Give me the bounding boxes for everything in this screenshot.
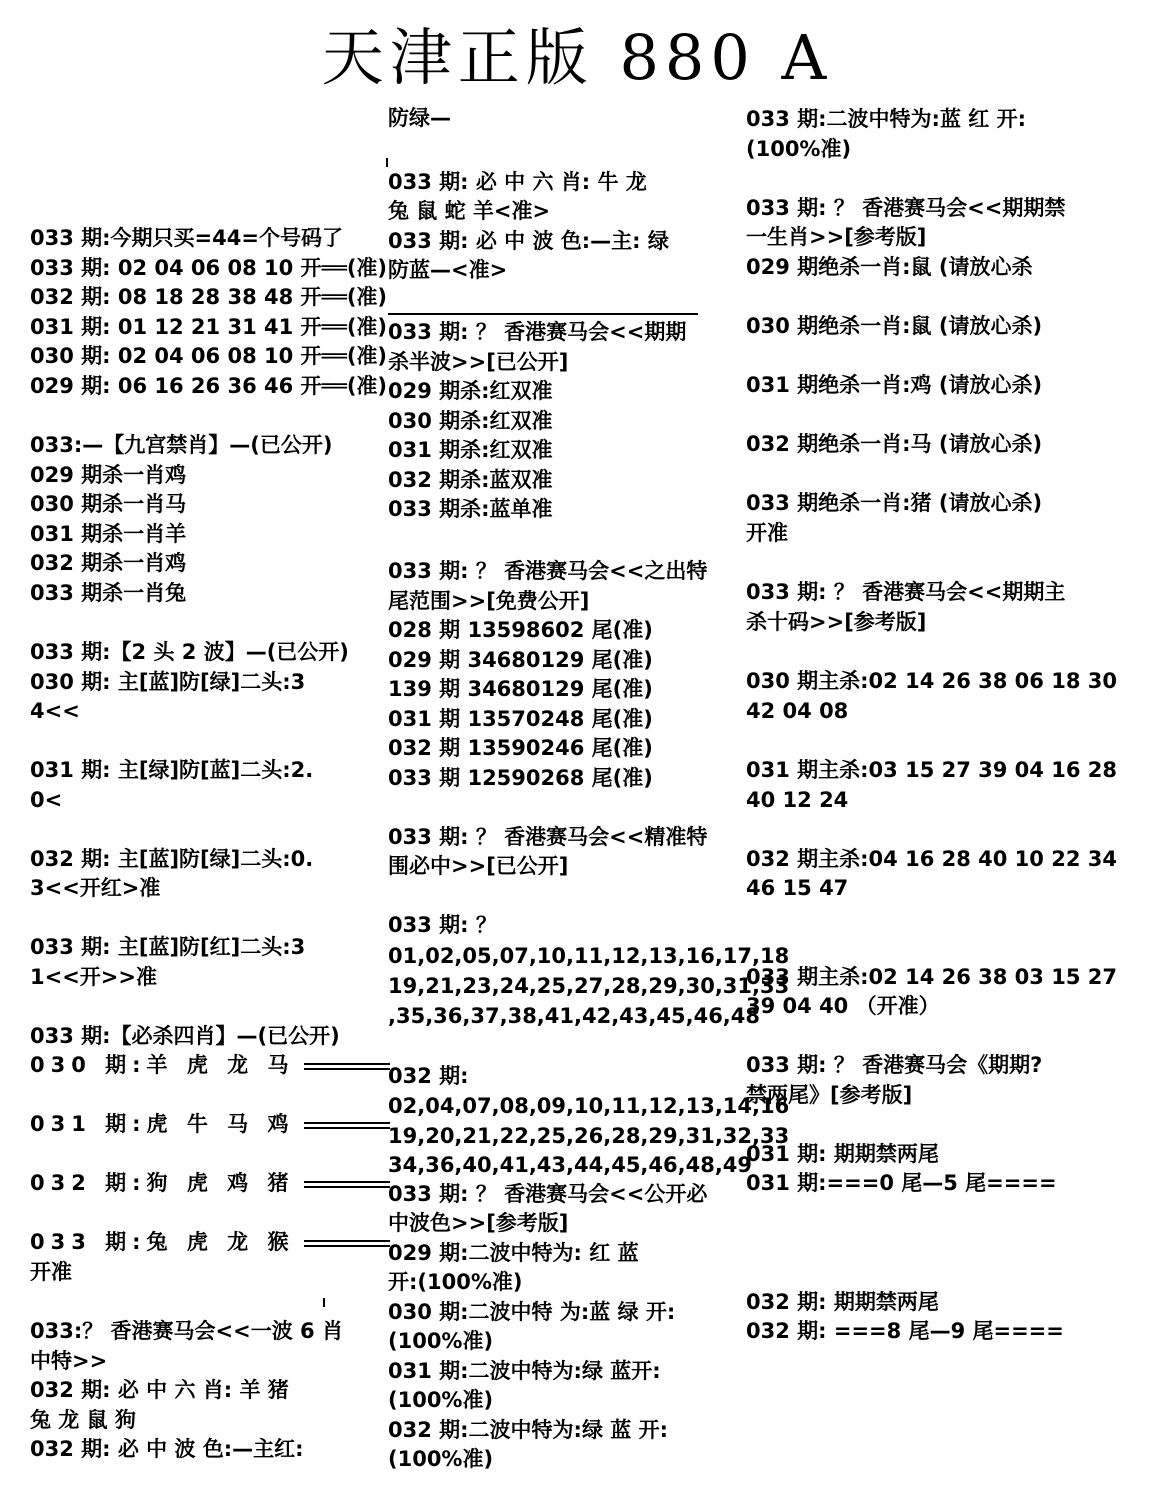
scan-mark <box>323 1298 325 1307</box>
text-line-label: 031 期:虎 牛 马 鸡 <box>30 1112 295 1136</box>
text-line: 033 期: ？ 香港赛马会<<期期 <box>388 320 687 344</box>
text-line: 029 期杀一肖鸡 <box>30 463 187 487</box>
text-line: 031 期: 主[绿]防[蓝]二头:2. <box>30 758 314 782</box>
text-line: 031 期杀:红双准 <box>388 438 553 462</box>
text-line: 031 期: 01 12 21 31 41 开══(准) <box>30 315 388 339</box>
text-line <box>30 1110 390 1140</box>
text-line: 中波色>>[参考版] <box>388 1211 569 1235</box>
text-line: 033 期杀一肖兔 <box>30 581 187 605</box>
double-rule <box>304 1122 390 1129</box>
text-line: 032 期主杀:04 16 28 40 10 22 34 <box>746 847 1117 871</box>
text-line: 029 期:二波中特为: 红 蓝 <box>388 1241 639 1265</box>
text-line: 033 期:【2 头 2 波】—(已公开) <box>30 640 349 664</box>
text-line: 030 期主杀:02 14 26 38 06 18 30 <box>746 669 1117 693</box>
text-line: 032 期: 必 中 六 肖: 羊 猪 <box>30 1378 289 1402</box>
text-line: 032 期:二波中特为:绿 蓝 开: <box>388 1418 668 1442</box>
text-line: 尾范围>>[免费公开] <box>388 589 590 613</box>
scan-mark <box>386 158 388 167</box>
text-line-label: 032 期:狗 虎 鸡 猪 <box>30 1171 295 1195</box>
text-line: 033 期: ？ 香港赛马会《期期? <box>746 1053 1043 1077</box>
text-line: 033 期: 必 中 波 色:—主: 绿 <box>388 229 669 253</box>
text-line: 031 期主杀:03 15 27 39 04 16 28 <box>746 758 1117 782</box>
text-line: 39 04 40 （开准） <box>746 994 940 1018</box>
text-line: 031 期绝杀一肖:鸡 (请放心杀) <box>746 373 1043 397</box>
text-line-label: 033 期:兔 虎 龙 猴 <box>30 1230 295 1254</box>
text-line: 030 期绝杀一肖:鼠 (请放心杀) <box>746 314 1043 338</box>
text-line: 1<<开>>准 <box>30 965 157 989</box>
text-line: 033 期杀:蓝单准 <box>388 497 553 521</box>
text-line: 一生肖>>[参考版] <box>746 225 927 249</box>
text-line <box>30 1169 390 1199</box>
text-line: 02,04,07,08,09,10,11,12,13,14,16 <box>388 1094 790 1118</box>
text-line: 033 期: ？ 香港赛马会<<期期禁 <box>746 196 1066 220</box>
text-line: 3<<开红>准 <box>30 876 161 900</box>
text-line: 033 期: ？ <box>388 913 497 937</box>
text-line: 防绿— <box>388 106 451 130</box>
text-line: 中特>> <box>30 1349 108 1373</box>
text-line: 46 15 47 <box>746 876 849 900</box>
text-line: 030 期: 02 04 06 08 10 开══(准) <box>30 344 388 368</box>
text-line: 033 期: 必 中 六 肖: 牛 龙 <box>388 170 647 194</box>
text-line: 033:—【九宫禁肖】—(已公开) <box>30 433 333 457</box>
text-line: 禁两尾》[参考版] <box>746 1083 913 1107</box>
text-line: 028 期 13598602 尾(准) <box>388 618 653 642</box>
text-line: 139 期 34680129 尾(准) <box>388 677 653 701</box>
text-line: 030 期杀一肖马 <box>30 492 187 516</box>
text-line-label: 030 期:羊 虎 龙 马 <box>30 1053 295 1077</box>
text-line: 032 期: 08 18 28 38 48 开══(准) <box>30 285 388 309</box>
text-line: 029 期杀:红双准 <box>388 379 553 403</box>
text-line: 033 期:今期只买=44=个号码了 <box>30 226 343 250</box>
text-line: 0< <box>30 788 63 812</box>
text-line: 031 期 13570248 尾(准) <box>388 707 653 731</box>
text-line: 033 期:二波中特为:蓝 红 开: <box>746 107 1026 131</box>
text-line: 01,02,05,07,10,11,12,13,16,17,18 <box>388 944 790 968</box>
double-rule <box>304 1181 390 1188</box>
text-line: 34,36,40,41,43,44,45,46,48,49 <box>388 1153 753 1177</box>
text-line: 033 期:【必杀四肖】—(已公开) <box>30 1024 340 1048</box>
text-line: 031 期杀一肖羊 <box>30 522 187 546</box>
double-rule <box>304 1063 390 1070</box>
text-line: 031 期:===0 尾—5 尾==== <box>746 1171 1057 1195</box>
text-line: 42 04 08 <box>746 699 849 723</box>
text-line: 40 12 24 <box>746 788 849 812</box>
text-line: 030 期杀:红双准 <box>388 409 553 433</box>
text-line: 围必中>>[已公开] <box>388 854 569 878</box>
text-line: 19,21,23,24,25,27,28,29,30,31,33 <box>388 974 790 998</box>
text-line: 033 期: 02 04 06 08 10 开══(准) <box>30 256 388 280</box>
text-line: (100%准) <box>746 137 852 161</box>
text-line <box>30 1228 390 1258</box>
text-line: 032 期: <box>388 1064 469 1088</box>
text-line: 029 期绝杀一肖:鼠 (请放心杀 <box>746 255 1033 279</box>
page-title: 天津正版 880 A <box>321 21 833 94</box>
text-line: 杀十码>>[参考版] <box>746 610 927 634</box>
text-line: 033 期 12590268 尾(准) <box>388 766 653 790</box>
text-line: 032 期杀一肖鸡 <box>30 551 187 575</box>
text-line: 开准 <box>30 1260 72 1284</box>
text-line: ,35,36,37,38,41,42,43,45,46,48 <box>388 1004 761 1028</box>
text-line: 开:(100%准) <box>388 1270 523 1294</box>
text-line: 032 期绝杀一肖:马 (请放心杀) <box>746 432 1043 456</box>
text-line: 032 期 13590246 尾(准) <box>388 736 653 760</box>
text-line: 兔 龙 鼠 狗 <box>30 1408 136 1432</box>
text-line: 033 期绝杀一肖:猪 (请放心杀) <box>746 491 1043 515</box>
text-line: 031 期: 期期禁两尾 <box>746 1142 939 1166</box>
text-line: 029 期: 06 16 26 36 46 开══(准) <box>30 374 388 398</box>
text-line: 19,20,21,22,25,26,28,29,31,32,33 <box>388 1124 790 1148</box>
text-line: 030 期:二波中特 为:蓝 绿 开: <box>388 1300 676 1324</box>
text-line: 033 期: 主[蓝]防[红]二头:3 <box>30 935 306 959</box>
text-line: 防蓝—<准> <box>388 258 508 282</box>
text-line: 033 期: ？ 香港赛马会<<精准特 <box>388 825 708 849</box>
text-line: (100%准) <box>388 1329 494 1353</box>
text-line: 033 期: ？ 香港赛马会<<公开必 <box>388 1182 708 1206</box>
text-line: 032 期: 主[蓝]防[绿]二头:0. <box>30 847 314 871</box>
divider-line <box>388 313 698 315</box>
text-line: 030 期: 主[蓝]防[绿]二头:3 <box>30 670 306 694</box>
text-line: 032 期: 期期禁两尾 <box>746 1290 939 1314</box>
text-line: 033:？ 香港赛马会<<一波 6 肖 <box>30 1319 343 1343</box>
text-line: 031 期:二波中特为:绿 蓝开: <box>388 1359 661 1383</box>
text-line: (100%准) <box>388 1447 494 1471</box>
text-line: 杀半波>>[已公开] <box>388 350 569 374</box>
text-line: 4<< <box>30 699 80 723</box>
text-line: (100%准) <box>388 1388 494 1412</box>
text-line: 033 期: ？ 香港赛马会<<期期主 <box>746 580 1066 604</box>
text-line: 开准 <box>746 521 788 545</box>
text-line: 032 期: ===8 尾—9 尾==== <box>746 1319 1064 1343</box>
text-line: 033 期主杀:02 14 26 38 03 15 27 <box>746 965 1117 989</box>
double-rule <box>304 1240 390 1247</box>
text-line: 兔 鼠 蛇 羊<准> <box>388 199 551 223</box>
text-line: 029 期 34680129 尾(准) <box>388 648 653 672</box>
text-line: 033 期: ？ 香港赛马会<<之出特 <box>388 559 708 583</box>
text-line <box>30 1051 390 1081</box>
text-line: 032 期: 必 中 波 色:—主红: <box>30 1437 304 1461</box>
text-line: 032 期杀:蓝双准 <box>388 468 553 492</box>
